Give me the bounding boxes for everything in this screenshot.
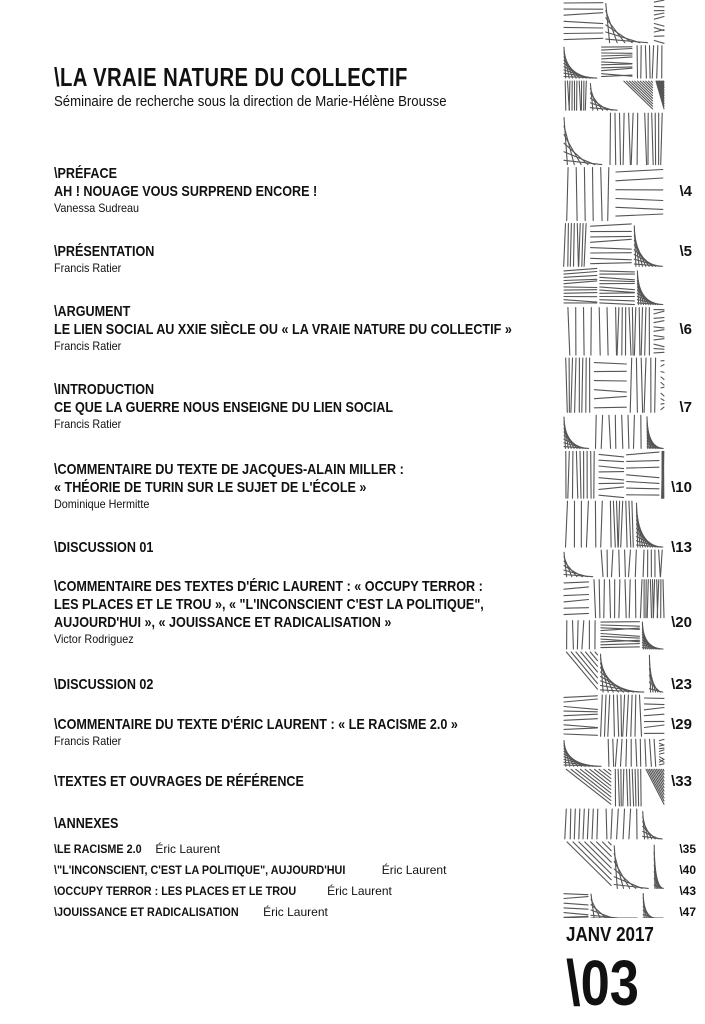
toc-heading: \TEXTES ET OUVRAGES DE RÉFÉRENCE bbox=[54, 773, 304, 790]
annex-author: Éric Laurent bbox=[381, 863, 447, 877]
toc-title: « THÉORIE DE TURIN SUR LE SUJET DE L'ÉCOLE » bbox=[54, 479, 367, 496]
toc-title: LES PLACES ET LE TROU », « "L'INCONSCIENT C'EST LA POLITIQUE", bbox=[54, 596, 484, 613]
issue-date: JANV 2017 bbox=[566, 924, 654, 946]
toc-author: Francis Ratier bbox=[54, 261, 122, 275]
toc-page-number: \33 bbox=[671, 773, 692, 790]
annex-title: \JOUISSANCE ET RADICALISATION bbox=[54, 905, 239, 919]
toc-page-number: \29 bbox=[671, 716, 692, 733]
annex-page-number: \47 bbox=[679, 905, 696, 919]
document-subtitle: Séminaire de recherche sous la direction de Marie-Hélène Brousse bbox=[54, 93, 447, 110]
toc-page-number: \13 bbox=[671, 539, 692, 556]
toc-heading: \PRÉSENTATION bbox=[54, 243, 155, 260]
toc-heading: \COMMENTAIRE DU TEXTE DE JACQUES-ALAIN MILLER : bbox=[54, 461, 404, 478]
toc-page-number: \5 bbox=[679, 243, 692, 260]
toc-author: Francis Ratier bbox=[54, 417, 122, 431]
toc-heading: \COMMENTAIRE DU TEXTE D'ÉRIC LAURENT : « LE RACISME 2.0 » bbox=[54, 716, 458, 733]
toc-heading: \COMMENTAIRE DES TEXTES D'ÉRIC LAURENT : « OCCUPY TERROR : bbox=[54, 578, 483, 595]
toc-heading: \INTRODUCTION bbox=[54, 381, 155, 398]
toc-page-number: \10 bbox=[671, 479, 692, 496]
toc-author: Victor Rodriguez bbox=[54, 632, 134, 646]
decorative-hatch-pattern bbox=[560, 0, 668, 918]
toc-heading: \DISCUSSION 02 bbox=[54, 676, 154, 693]
issue-number: \03 bbox=[566, 947, 639, 1019]
toc-author: Francis Ratier bbox=[54, 734, 122, 748]
annex-author: Éric Laurent bbox=[263, 905, 328, 919]
annex-title: \"L'INCONSCIENT, C'EST LA POLITIQUE", AUJOURD'HUI bbox=[54, 863, 346, 877]
document-title: \LA VRAIE NATURE DU COLLECTIF bbox=[54, 62, 408, 92]
toc-page-number: \6 bbox=[679, 321, 692, 338]
annex-page-number: \35 bbox=[679, 842, 696, 856]
toc-author: Francis Ratier bbox=[54, 339, 122, 353]
toc-author: Vanessa Sudreau bbox=[54, 201, 140, 215]
toc-title: AUJOURD'HUI », « JOUISSANCE ET RADICALISATION » bbox=[54, 614, 392, 631]
toc-title: LE LIEN SOCIAL AU XXIE SIÈCLE OU « LA VRAIE NATURE DU COLLECTIF » bbox=[54, 321, 512, 338]
toc-page-number: \20 bbox=[671, 614, 692, 631]
toc-heading: \ANNEXES bbox=[54, 815, 119, 832]
annex-author: Éric Laurent bbox=[327, 884, 392, 898]
toc-page-number: \23 bbox=[671, 676, 692, 693]
annex-page-number: \40 bbox=[679, 863, 696, 877]
annex-title: \OCCUPY TERROR : LES PLACES ET LE TROU bbox=[54, 884, 297, 898]
toc-heading: \ARGUMENT bbox=[54, 303, 131, 320]
toc-heading: \DISCUSSION 01 bbox=[54, 539, 154, 556]
annex-page-number: \43 bbox=[679, 884, 696, 898]
toc-title: CE QUE LA GUERRE NOUS ENSEIGNE DU LIEN SOCIAL bbox=[54, 399, 394, 416]
toc-page-number: \7 bbox=[679, 399, 692, 416]
toc-page-number: \4 bbox=[679, 183, 692, 200]
annex-title: \LE RACISME 2.0 bbox=[54, 842, 142, 856]
toc-heading: \PRÉFACE bbox=[54, 165, 118, 182]
toc-author: Dominique Hermitte bbox=[54, 497, 150, 511]
toc-title: AH ! NOUAGE VOUS SURPREND ENCORE ! bbox=[54, 183, 318, 200]
annex-author: Éric Laurent bbox=[155, 842, 221, 856]
